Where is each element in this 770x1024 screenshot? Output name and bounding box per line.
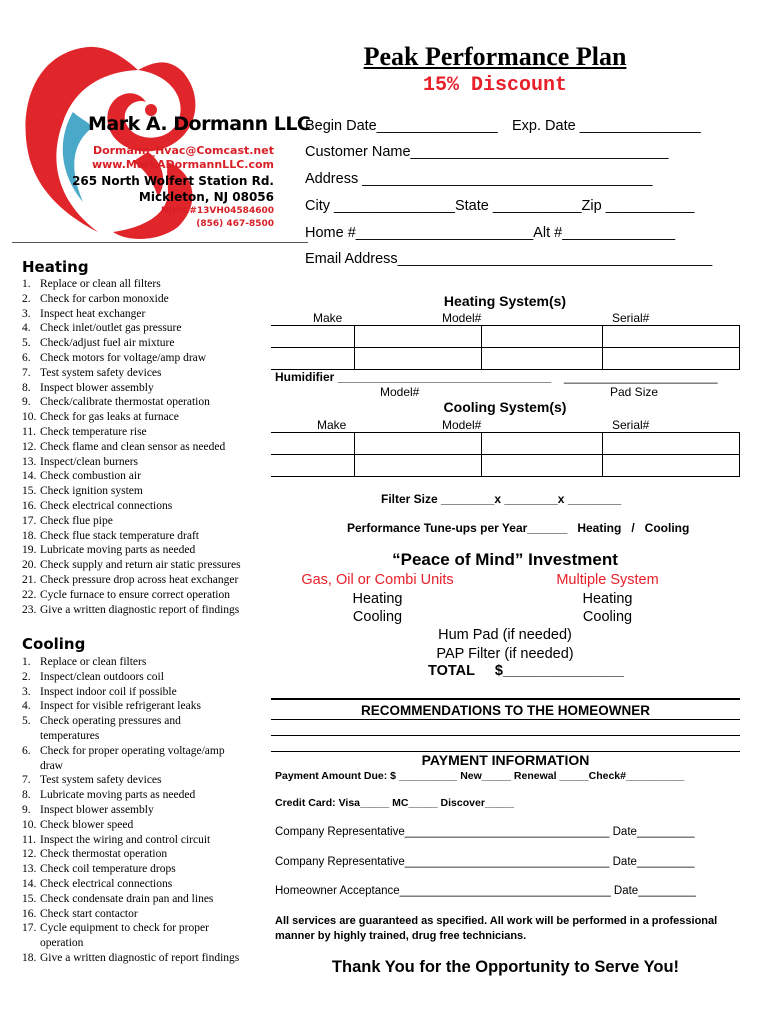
item-number: 8. [22,789,31,802]
cooling-checklist-item [22,788,239,803]
address-field[interactable]: Address ____________________________________ [305,171,653,187]
item-text: Check operating pressures and [40,715,181,728]
heating-col-make: Make [313,311,343,325]
item-number: 13. [22,455,37,468]
humidifier-model-label: Model# [380,385,420,399]
item-number: 15. [22,485,37,498]
company-address-line1: 265 North Wolfert Station Rd. [72,174,274,188]
item-number: 16. [22,499,37,512]
item-text: Check temperature rise [40,425,147,438]
item-text: Inspect/clean burners [40,455,139,468]
heating-checklist-item [22,440,241,455]
item-text: Check supply and return air static pressures [40,559,241,572]
heating-system-heading: Heating System(s) [443,293,567,309]
tuneups-field[interactable]: Performance Tune-ups per Year______ Heating / Cooling [347,521,690,535]
heating-checklist-item [22,351,241,366]
item-number: 15. [22,892,37,905]
cell[interactable] [355,326,482,348]
cooling-checklist-item [22,907,239,922]
heating-checklist-item [22,573,241,588]
investment-left-cooling: Cooling [352,609,403,625]
heating-checklist-item [22,588,241,603]
cooling-checklist-item [22,685,239,700]
investment-right-heating: Heating [582,591,633,607]
cooling-checklist-item [22,847,239,862]
item-text: Inspect the wiring and control circuit [40,833,211,846]
heating-checklist-item [22,543,241,558]
cooling-system-table [271,432,740,477]
heating-checklist-item [22,395,241,410]
item-text: Inspect indoor coil if possible [40,685,177,698]
item-text: Check ignition system [40,485,143,498]
cooling-checklist-item [22,921,239,936]
item-number: 12. [22,440,37,453]
cell[interactable] [355,455,482,477]
company-email: Dormann_Hvac@Comcast.net [92,144,274,157]
item-number: 13. [22,863,37,876]
item-text: Cycle equipment to check for proper [40,922,209,935]
heating-checklist-item [22,336,241,351]
divider [12,242,308,243]
investment-left-heating: Heating [352,591,403,607]
investment-left-title: Gas, Oil or Combi Units [301,572,454,588]
cell[interactable] [603,326,740,348]
item-text: Check electrical connections [40,499,173,512]
cooling-checklist-item [22,803,239,818]
heating-checklist-item [22,425,241,440]
item-number: 1. [22,656,31,668]
item-text: Check for carbon monoxide [40,292,169,305]
cell[interactable] [603,455,740,477]
item-text: Test system safety devices [40,774,162,787]
item-number: 2. [22,292,31,305]
item-text: Replace or clean all filters [40,278,161,290]
item-number: 5. [22,715,31,728]
cooling-checklist-item [22,833,239,848]
company-name: Mark A. Dormann LLC [88,113,311,135]
company-address-line2: Mickleton, NJ 08056 [138,190,274,204]
item-text: draw [40,759,63,772]
cooling-checklist-item [22,773,239,788]
cell[interactable] [271,326,355,348]
cell[interactable] [482,348,603,370]
item-number: 4. [22,322,31,335]
item-text: Inspect blower assembly [40,803,154,816]
item-text: Check inlet/outlet gas pressure [40,322,182,335]
item-number: 7. [22,774,31,787]
heating-system-table [271,325,740,370]
cooling-system-heading: Cooling System(s) [443,399,567,415]
cooling-checklist-item [22,862,239,877]
cell[interactable] [482,326,603,348]
customer-name-field[interactable]: Customer Name________________________________ [305,144,669,160]
cooling-checklist-item [22,759,239,774]
payment-heading: PAYMENT INFORMATION [421,752,590,768]
heating-checklist-item [22,292,241,307]
company-website: www.MarkADormannLLC.com [91,158,274,171]
investment-heading: “Peace of Mind” Investment [392,550,618,569]
item-number: 5. [22,337,31,350]
heating-checklist-item [22,603,241,618]
item-number: 11. [22,833,36,846]
item-number: 23. [22,603,37,616]
item-text: Check/adjust fuel air mixture [40,337,175,350]
item-number: 8. [22,381,31,394]
item-text: Lubricate moving parts as needed [40,789,196,802]
cooling-checklist-item [22,714,239,729]
item-text: Lubricate moving parts as needed [40,544,196,557]
heating-checklist-item [22,558,241,573]
item-number [22,759,40,774]
item-text: Inspect heat exchanger [40,307,146,320]
exp-date-field[interactable]: Exp. Date _______________ [512,118,701,134]
item-text: Give a written diagnostic report of findings [40,603,240,616]
item-number: 1. [22,278,31,290]
item-number: 9. [22,803,31,816]
item-text: Inspect/clean outdoors coil [40,670,164,683]
credit-card-field[interactable]: Credit Card: Visa_____ MC_____ Discover_____ [275,797,515,809]
payment-amount-field[interactable]: Payment Amount Due: $ __________ New_____ Renewal _____Check#__________ [275,770,685,782]
item-text: Check start contactor [40,907,138,920]
heating-checklist-item [22,514,241,529]
humidifier-pad-field[interactable]: _______________________ [564,370,718,384]
divider [271,719,740,720]
item-text: Check blower speed [40,818,134,831]
item-number: 19. [22,544,37,557]
item-text: Check combustion air [40,470,141,483]
heating-checklist-item [22,455,241,470]
heating-checklist-item [22,366,241,381]
cooling-checklist-item [22,936,239,951]
item-text: Inspect blower assembly [40,381,154,394]
item-number [22,936,40,951]
item-text: Check pressure drop across heat exchanger [40,573,239,586]
cooling-checklist-item [22,818,239,833]
item-text: Check flue pipe [40,514,113,527]
heating-checklist-item [22,321,241,336]
humidifier-field[interactable]: Humidifier ________________________________ [275,370,552,384]
item-number [22,729,40,744]
pap-filter-line: PAP Filter (if needed) [436,646,574,662]
total-field[interactable]: TOTAL $_______________ [428,663,624,679]
cooling-heading: Cooling [22,635,86,653]
item-text: Give a written diagnostic of report findings [40,951,240,964]
item-text: Check for gas leaks at furnace [40,411,179,424]
item-number: 18. [22,951,37,964]
item-number: 14. [22,877,37,890]
item-text: Check motors for voltage/amp draw [40,351,207,364]
company-license: NJHIC#13VH04584600 [160,206,274,216]
cooling-checklist-item [22,670,239,685]
cell[interactable] [603,348,740,370]
cooling-checklist-item [22,729,239,744]
heating-heading: Heating [22,258,89,276]
item-text: Inspect for visible refrigerant leaks [40,700,201,713]
item-number: 11. [22,425,36,438]
cell[interactable] [355,433,482,455]
hum-pad-line: Hum Pad (if needed) [438,627,572,643]
humidifier-pad-label: Pad Size [610,385,659,399]
phone-field[interactable]: Home #______________________Alt #______________ [305,225,676,241]
item-text: temperatures [40,729,100,742]
item-number: 17. [22,922,37,935]
item-text: Check for proper operating voltage/amp [40,744,225,757]
email-field[interactable]: Email Address_______________________________________ [305,251,713,267]
item-text: Test system safety devices [40,366,162,379]
item-number: 4. [22,700,31,713]
item-number: 3. [22,307,31,320]
page-title: Peak Performance Plan [363,42,627,71]
item-number: 17. [22,514,37,527]
heating-checklist-item [22,499,241,514]
investment-right-cooling: Cooling [582,609,633,625]
item-number: 2. [22,670,31,683]
homeowner-acceptance-field[interactable]: Homeowner Acceptance_________________________________ Date_________ [275,885,696,897]
heating-checklist [22,277,241,617]
heating-checklist-item [22,381,241,396]
cooling-checklist [22,655,239,966]
item-number: 14. [22,470,37,483]
filter-size-field[interactable]: Filter Size ________x ________x ________ [381,492,622,506]
item-text: Check/calibrate thermostat operation [40,396,210,409]
item-number: 10. [22,411,37,424]
heating-checklist-item [22,277,241,292]
item-text: Check condensate drain pan and lines [40,892,214,905]
divider [271,698,740,700]
cell[interactable] [271,455,355,477]
item-number: 21. [22,573,37,586]
recommendation-line[interactable] [271,735,740,736]
cooling-checklist-item [22,951,239,966]
item-number: 6. [22,744,31,757]
city-state-zip-field[interactable]: City _______________State ___________Zip ___________ [305,198,695,214]
item-number: 12. [22,848,37,861]
discount-label: 15% Discount [422,74,568,97]
item-text: Check thermostat operation [40,848,168,861]
cooling-checklist-item [22,744,239,759]
investment-right-title: Multiple System [556,572,659,588]
item-number: 18. [22,529,37,542]
item-number: 6. [22,351,31,364]
cell[interactable] [355,348,482,370]
item-text: Check flame and clean sensor as needed [40,440,226,453]
company-phone: (856) 467-8500 [196,219,274,229]
cell[interactable] [482,433,603,455]
cooling-col-serial: Serial# [612,418,650,432]
heating-col-model: Model# [442,311,482,325]
heating-col-serial: Serial# [612,311,650,325]
cell[interactable] [271,348,355,370]
item-text: Check flue stack temperature draft [40,529,200,542]
heating-checklist-item [22,469,241,484]
cell[interactable] [603,433,740,455]
cooling-checklist-item [22,877,239,892]
cooling-checklist-item [22,699,239,714]
item-text: Check coil temperature drops [40,863,176,876]
cooling-checklist-item [22,655,239,670]
item-number: 3. [22,685,31,698]
heating-checklist-item [22,529,241,544]
thank-you-text: Thank You for the Opportunity to Serve You! [331,958,680,976]
item-number: 20. [22,559,37,572]
cooling-col-model: Model# [442,418,482,432]
item-number: 9. [22,396,31,409]
item-text: Check electrical connections [40,877,173,890]
begin-date-field[interactable]: Begin Date_______________ [305,118,498,134]
heating-checklist-item [22,410,241,425]
guarantee-text: All services are guaranteed as specified. All work will be performed in a professional manner by highly trained, drug free technicians. [275,915,718,942]
company-rep-2-field[interactable]: Company Representative________________________________ Date_________ [275,856,695,868]
heating-checklist-item [22,307,241,322]
item-number: 10. [22,818,37,831]
item-number: 16. [22,907,37,920]
item-number: 22. [22,588,37,601]
cooling-col-make: Make [317,418,347,432]
recommendations-heading: RECOMMENDATIONS TO THE HOMEOWNER [361,703,650,718]
cell[interactable] [271,433,355,455]
cooling-checklist-item [22,892,239,907]
item-text: operation [40,937,84,950]
cell[interactable] [482,455,603,477]
item-text: Cycle furnace to ensure correct operation [40,588,230,601]
heating-checklist-item [22,484,241,499]
company-rep-1-field[interactable]: Company Representative________________________________ Date_________ [275,826,695,838]
item-text: Replace or clean filters [40,656,147,668]
item-number: 7. [22,366,31,379]
